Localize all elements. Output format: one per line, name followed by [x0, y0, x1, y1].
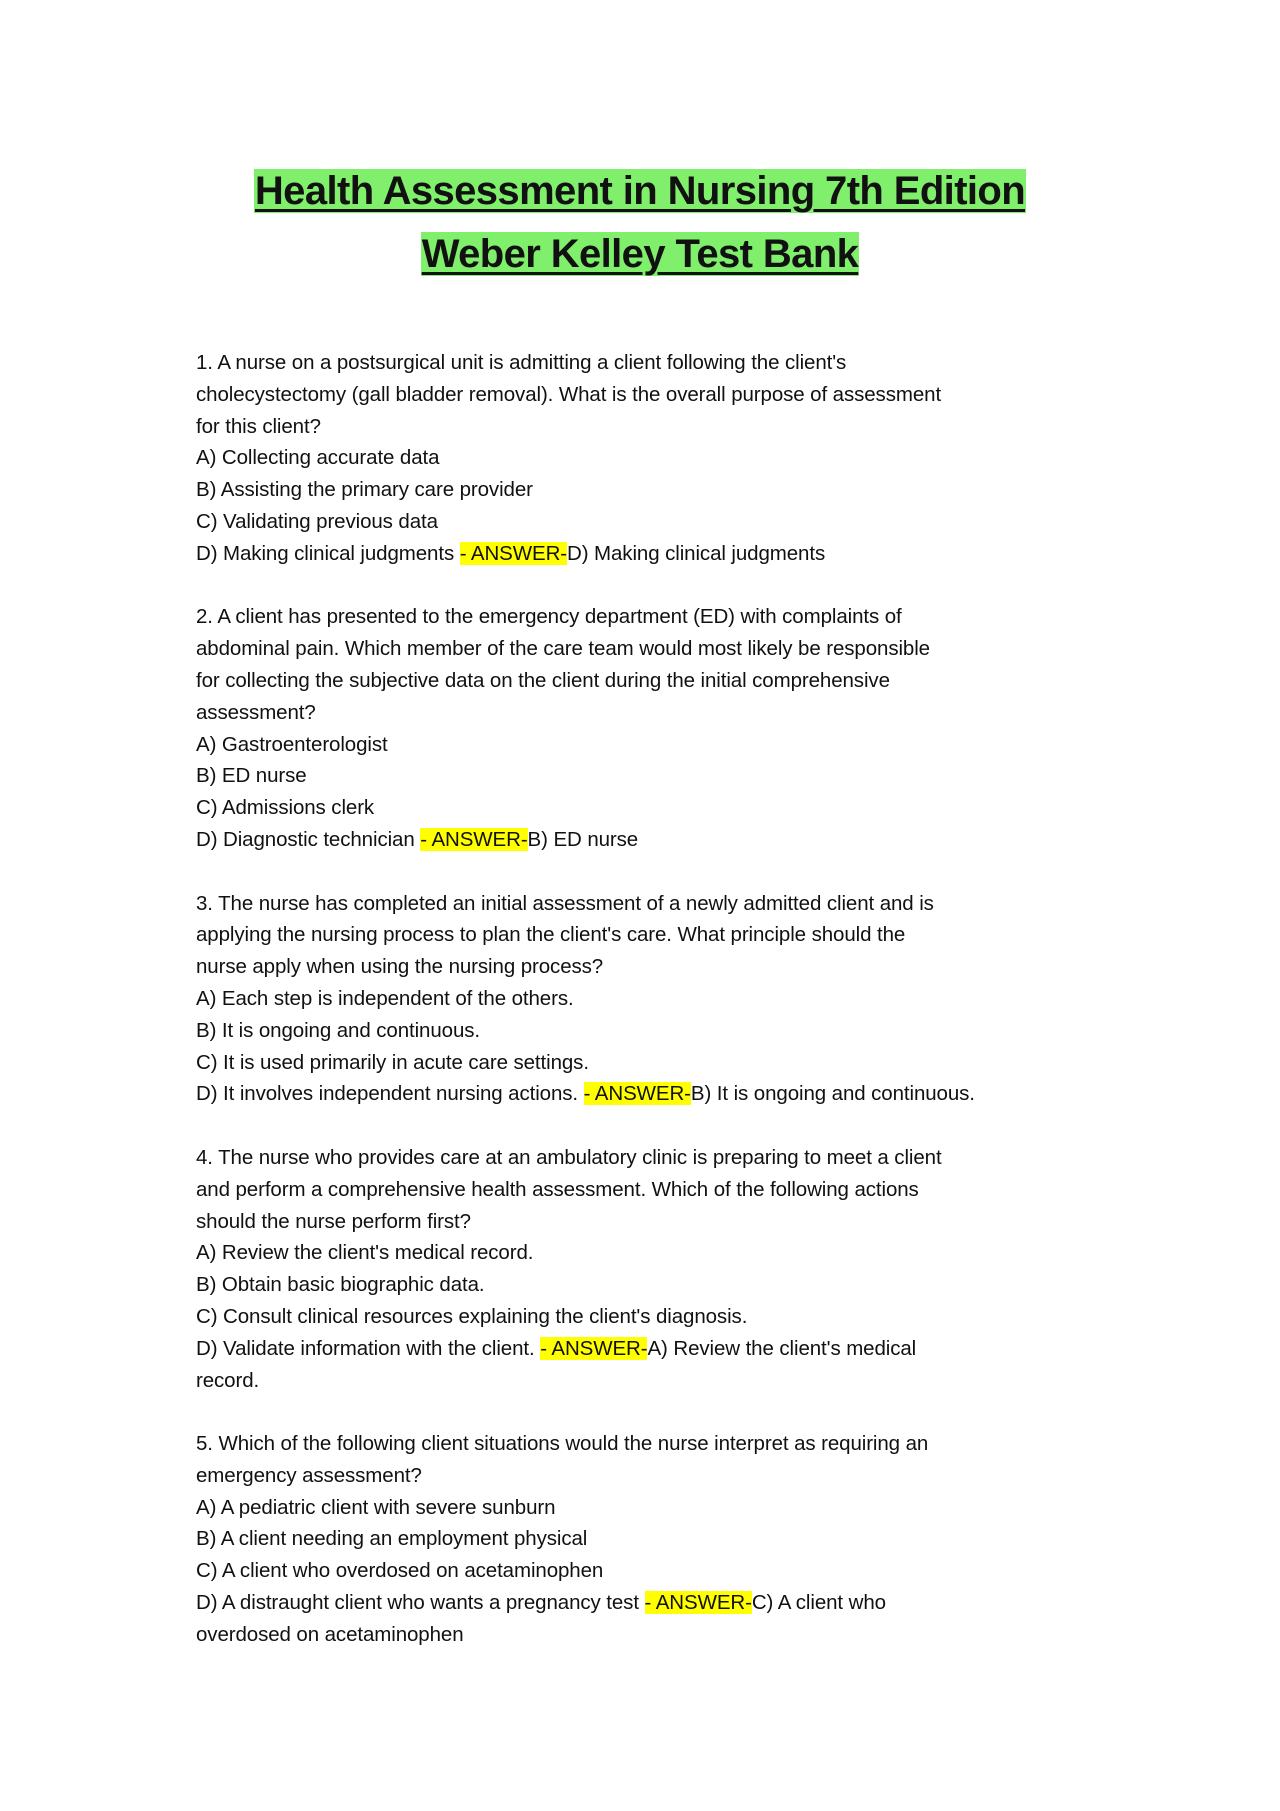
- answer-option-with-answer: [196, 1333, 1196, 1365]
- question-block: [196, 888, 1196, 1142]
- answer-option-with-answer: [196, 1078, 1196, 1110]
- answer-option: A) Collecting accurate data: [196, 446, 440, 470]
- title-line-1: Health Assessment in Nursing 7th Edition: [254, 169, 1026, 213]
- answer-option: A) Gastroenterologist: [196, 732, 388, 756]
- answer-option: B) Obtain basic biographic data.: [196, 1273, 485, 1297]
- answer-option: C) Consult clinical resources explaining the client's diagnosis.: [196, 1304, 748, 1328]
- spacer: [196, 856, 1196, 888]
- document-title: [0, 160, 1280, 286]
- question-block: [196, 1428, 1196, 1682]
- spacer: [196, 570, 1196, 602]
- answer-marker: - ANSWER-: [420, 827, 528, 851]
- question-text-line: assessment?: [196, 700, 316, 724]
- correct-answer: A) Review the client's medical: [647, 1336, 917, 1360]
- title-line-2: Weber Kelley Test Bank: [421, 232, 859, 276]
- question-text-line: cholecystectomy (gall bladder removal). What is the overall purpose of assessment: [196, 382, 942, 406]
- question-block: [196, 347, 1196, 601]
- answer-option: A) Each step is independent of the others.: [196, 986, 574, 1010]
- question-text-line: should the nurse perform first?: [196, 1209, 471, 1233]
- correct-answer: D) Making clinical judgments: [567, 541, 826, 565]
- correct-answer-continued: record.: [196, 1368, 260, 1392]
- answer-option-text: D) Making clinical judgments: [196, 541, 460, 565]
- answer-option: A) A pediatric client with severe sunburn: [196, 1495, 556, 1519]
- answer-option-text: D) A distraught client who wants a pregnancy test: [196, 1591, 645, 1615]
- spacer: [196, 1110, 1196, 1142]
- correct-answer: B) ED nurse: [527, 827, 639, 851]
- answer-option-with-answer: [196, 824, 1196, 856]
- question-block: [196, 601, 1196, 887]
- correct-answer: B) It is ongoing and continuous.: [690, 1082, 975, 1106]
- answer-option-text: D) Validate information with the client.: [196, 1336, 541, 1360]
- correct-answer: C) A client who: [751, 1591, 886, 1615]
- question-text-line: for this client?: [196, 414, 321, 438]
- answer-option: B) A client needing an employment physical: [196, 1527, 588, 1551]
- answer-option-with-answer: [196, 1587, 1196, 1619]
- question-text-line: emergency assessment?: [196, 1463, 422, 1487]
- question-block: [196, 1142, 1196, 1428]
- answer-marker: - ANSWER-: [540, 1336, 648, 1360]
- question-text-line: and perform a comprehensive health assessment. Which of the following actions: [196, 1177, 919, 1201]
- spacer: [196, 1651, 1196, 1683]
- question-text-line: 5. Which of the following client situations would the nurse interpret as requiring an: [196, 1432, 929, 1456]
- question-text-line: applying the nursing process to plan the client's care. What principle should the: [196, 923, 906, 947]
- answer-option: B) It is ongoing and continuous.: [196, 1018, 480, 1042]
- answer-option-text: D) It involves independent nursing actions.: [196, 1082, 584, 1106]
- question-text-line: abdominal pain. Which member of the care team would most likely be responsible: [196, 637, 930, 661]
- question-text-line: nurse apply when using the nursing process?: [196, 955, 604, 979]
- answer-option: A) Review the client's medical record.: [196, 1241, 534, 1265]
- question-text-line: 2. A client has presented to the emergency department (ED) with complaints of: [196, 605, 902, 629]
- answer-option: B) Assisting the primary care provider: [196, 478, 533, 502]
- answer-option: C) Admissions clerk: [196, 796, 375, 820]
- correct-answer-continued: overdosed on acetaminophen: [196, 1622, 464, 1646]
- question-text-line: 3. The nurse has completed an initial assessment of a newly admitted client and is: [196, 891, 934, 915]
- answer-marker: - ANSWER-: [644, 1591, 752, 1615]
- answer-option: C) Validating previous data: [196, 509, 438, 533]
- question-text-line: 1. A nurse on a postsurgical unit is admitting a client following the client's: [196, 351, 847, 374]
- answer-option: B) ED nurse: [196, 764, 307, 788]
- answer-option: C) A client who overdosed on acetaminophen: [196, 1559, 604, 1583]
- answer-option-with-answer: [196, 538, 1196, 570]
- question-text-line: for collecting the subjective data on the client during the initial comprehensive: [196, 668, 890, 692]
- question-text-line: 4. The nurse who provides care at an ambulatory clinic is preparing to meet a client: [196, 1145, 942, 1169]
- question-list: [196, 347, 1196, 1682]
- answer-marker: - ANSWER-: [583, 1082, 691, 1106]
- answer-marker: - ANSWER-: [459, 541, 567, 565]
- answer-option: C) It is used primarily in acute care settings.: [196, 1050, 589, 1074]
- answer-option-text: D) Diagnostic technician: [196, 827, 421, 851]
- spacer: [196, 1396, 1196, 1428]
